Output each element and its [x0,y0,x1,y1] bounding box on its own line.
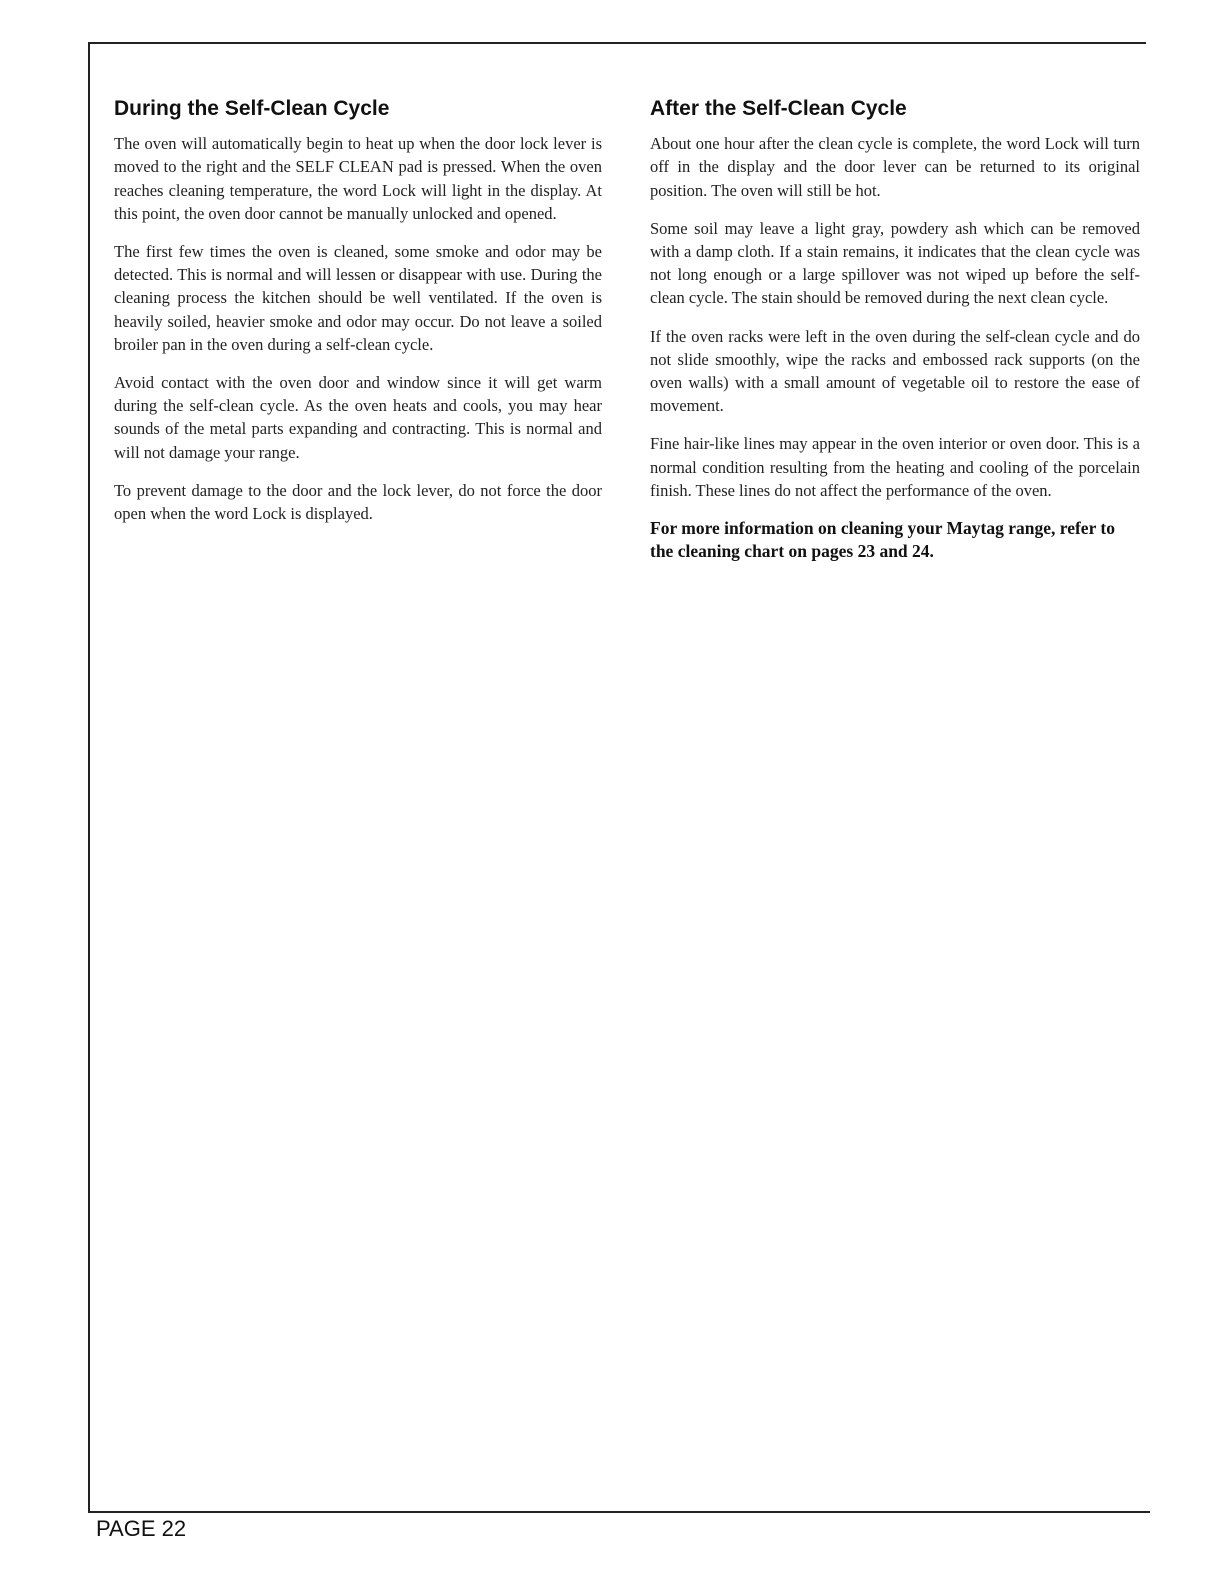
paragraph: Fine hair-like lines may appear in the oven interior or oven door. This is a normal condition resulting from the heating and cooling of the porcelain finish. These lines do not affect the performance of the oven. [650,434,1140,500]
right-column [650,96,1140,577]
left-rule [88,42,90,1512]
bottom-rule [88,1511,1150,1513]
paragraph: Some soil may leave a light gray, powdery ash which can be removed with a damp cloth. If a stain remains, it indicates that the clean cycle was not long enough or a large spillover was not wiped up before the self-clean cycle. The stain should be removed during the next clean cycle. [650,218,1140,308]
left-column [114,96,602,540]
paragraph: Avoid contact with the oven door and window since it will get warm during the self-clean cycle. As the oven heats and cools, you may hear sounds of the metal parts expanding and contracting. This is normal and will not damage your range. [114,373,602,462]
paragraph: If the oven racks were left in the oven during the self-clean cycle and do not slide smoothly, wipe the racks and embossed rack supports (on the oven walls) with a small amount of vegetable oil to restore the ease of movement. [650,326,1140,416]
section-heading-during: During the Self-Clean Cycle [114,97,390,120]
paragraph: The first few times the oven is cleaned, some smoke and odor may be detected. This is normal and will lessen or disappear with use. During the cleaning process the kitchen should be well ventilated. If the oven is heavily soiled, heavier smoke and odor may occur. Do not leave a soiled broiler pan in the oven during a self-clean cycle. [114,242,602,354]
paragraph: About one hour after the clean cycle is complete, the word Lock will turn off in the display and the door lever can be returned to its original position. The oven will still be hot. [650,134,1140,200]
paragraph: The oven will automatically begin to heat up when the door lock lever is moved to the right and the SELF CLEAN pad is pressed. When the oven reaches cleaning temperature, the word Lock will light in the display. At this point, the oven door cannot be manually unlocked and opened. [114,134,602,223]
paragraph: To prevent damage to the door and the lock lever, do not force the door open when the word Lock is displayed. [114,480,602,524]
page-number: PAGE 22 [96,1516,187,1541]
cleaning-chart-note: For more information on cleaning your Maytag range, refer to the cleaning chart on pages 23 and 24. [650,518,1115,561]
top-rule [88,42,1146,44]
section-heading-after: After the Self-Clean Cycle [650,97,907,120]
